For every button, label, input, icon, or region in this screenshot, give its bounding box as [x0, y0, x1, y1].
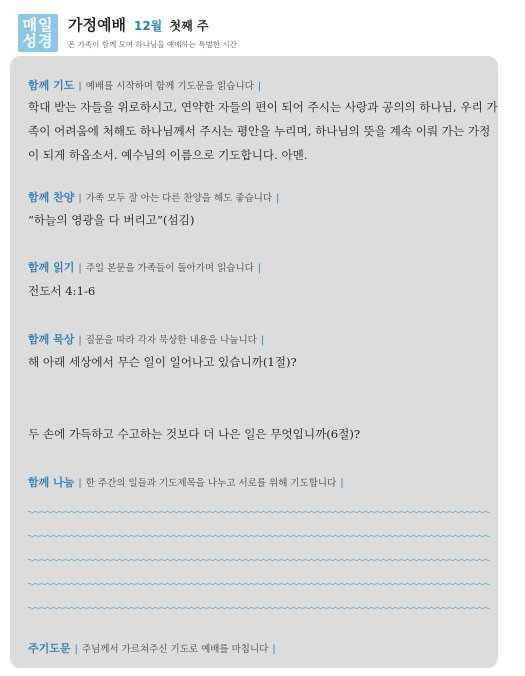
- section-header-sharing: 함께 나눔 | 한 주간의 일들과 기도제목을 나누고 서로를 위해 기도합니다 |: [28, 476, 344, 489]
- section-label-praise: 함께 찬양: [28, 191, 75, 204]
- meditation-question-1: 해 아래 세상에서 무슨 일이 일어나고 있습니까(1절)?: [28, 355, 297, 369]
- writing-line-3: [28, 557, 490, 563]
- title-text: 가정예배: [68, 16, 126, 34]
- section-label-prayer: 함께 기도: [28, 79, 75, 92]
- section-label-closing: 주기도문: [28, 642, 71, 655]
- writing-line-4: [28, 581, 490, 587]
- page-title: [68, 14, 208, 35]
- praise-text: “하늘의 영광을 다 버리고”(섬김): [28, 213, 195, 227]
- writing-line-2: [28, 533, 490, 539]
- title-week: 첫째 주: [169, 19, 209, 33]
- section-desc-praise: 가족 모두 잘 아는 다른 찬양을 해도 좋습니다: [85, 193, 273, 204]
- logo-line-2: 성경: [22, 32, 54, 50]
- section-desc-prayer: 예배를 시작하며 함께 기도문을 읽습니다: [85, 81, 254, 92]
- section-desc-closing: 주님께서 가르쳐주신 기도로 예배를 마칩니다: [81, 644, 269, 655]
- writing-line-5: [28, 605, 490, 611]
- section-header-prayer: 함께 기도 | 예배를 시작하며 함께 기도문을 읽습니다 |: [28, 79, 262, 92]
- section-desc-sharing: 한 주간의 일들과 기도제목을 나누고 서로를 위해 기도합니다: [85, 478, 337, 489]
- prayer-text: 학대 받는 자들을 위로하시고, 연약한 자들의 편이 되어 주시는 사랑과 공의의 하나님, 우리 가족이 어려움에 처해도 하나님께서 주시는 평안을 누리며, 하나님의 뜻을 계속 이뤄 가는 가정이 되게 하옵소서. 예수님의 이름으로 기도합니다. 아멘.: [28, 100, 498, 162]
- title-month: 12월: [133, 19, 163, 33]
- section-header-meditation: 함께 묵상 | 질문을 따라 각자 묵상한 내용을 나눕니다 |: [28, 333, 265, 346]
- writing-line-1: [28, 509, 490, 515]
- content-card: [10, 56, 498, 668]
- section-label-sharing: 함께 나눔: [28, 476, 75, 489]
- section-header-reading: 함께 읽기 | 주일 본문을 가족들이 돌아가며 읽습니다 |: [28, 261, 262, 274]
- section-desc-meditation: 질문을 따라 각자 묵상한 내용을 나눕니다: [85, 335, 257, 346]
- meditation-question-2: 두 손에 가득하고 수고하는 것보다 더 나은 일은 무엇입니까(6절)?: [28, 427, 361, 441]
- page-subtitle: 온 가족이 함께 모여 하나님을 예배하는 특별한 시간: [68, 40, 237, 49]
- section-header-closing: 주기도문 | 주님께서 가르쳐주신 기도로 예배를 마칩니다 |: [28, 642, 276, 655]
- section-desc-reading: 주일 본문을 가족들이 돌아가며 읽습니다: [85, 263, 254, 274]
- section-label-meditation: 함께 묵상: [28, 333, 75, 346]
- header: [0, 0, 525, 58]
- section-label-reading: 함께 읽기: [28, 261, 75, 274]
- section-header-praise: 함께 찬양 | 가족 모두 잘 아는 다른 찬양을 해도 좋습니다 |: [28, 191, 280, 204]
- reading-text: 전도서 4:1-6: [28, 284, 96, 298]
- logo-line-1: 매일: [22, 16, 54, 34]
- logo: [18, 14, 58, 52]
